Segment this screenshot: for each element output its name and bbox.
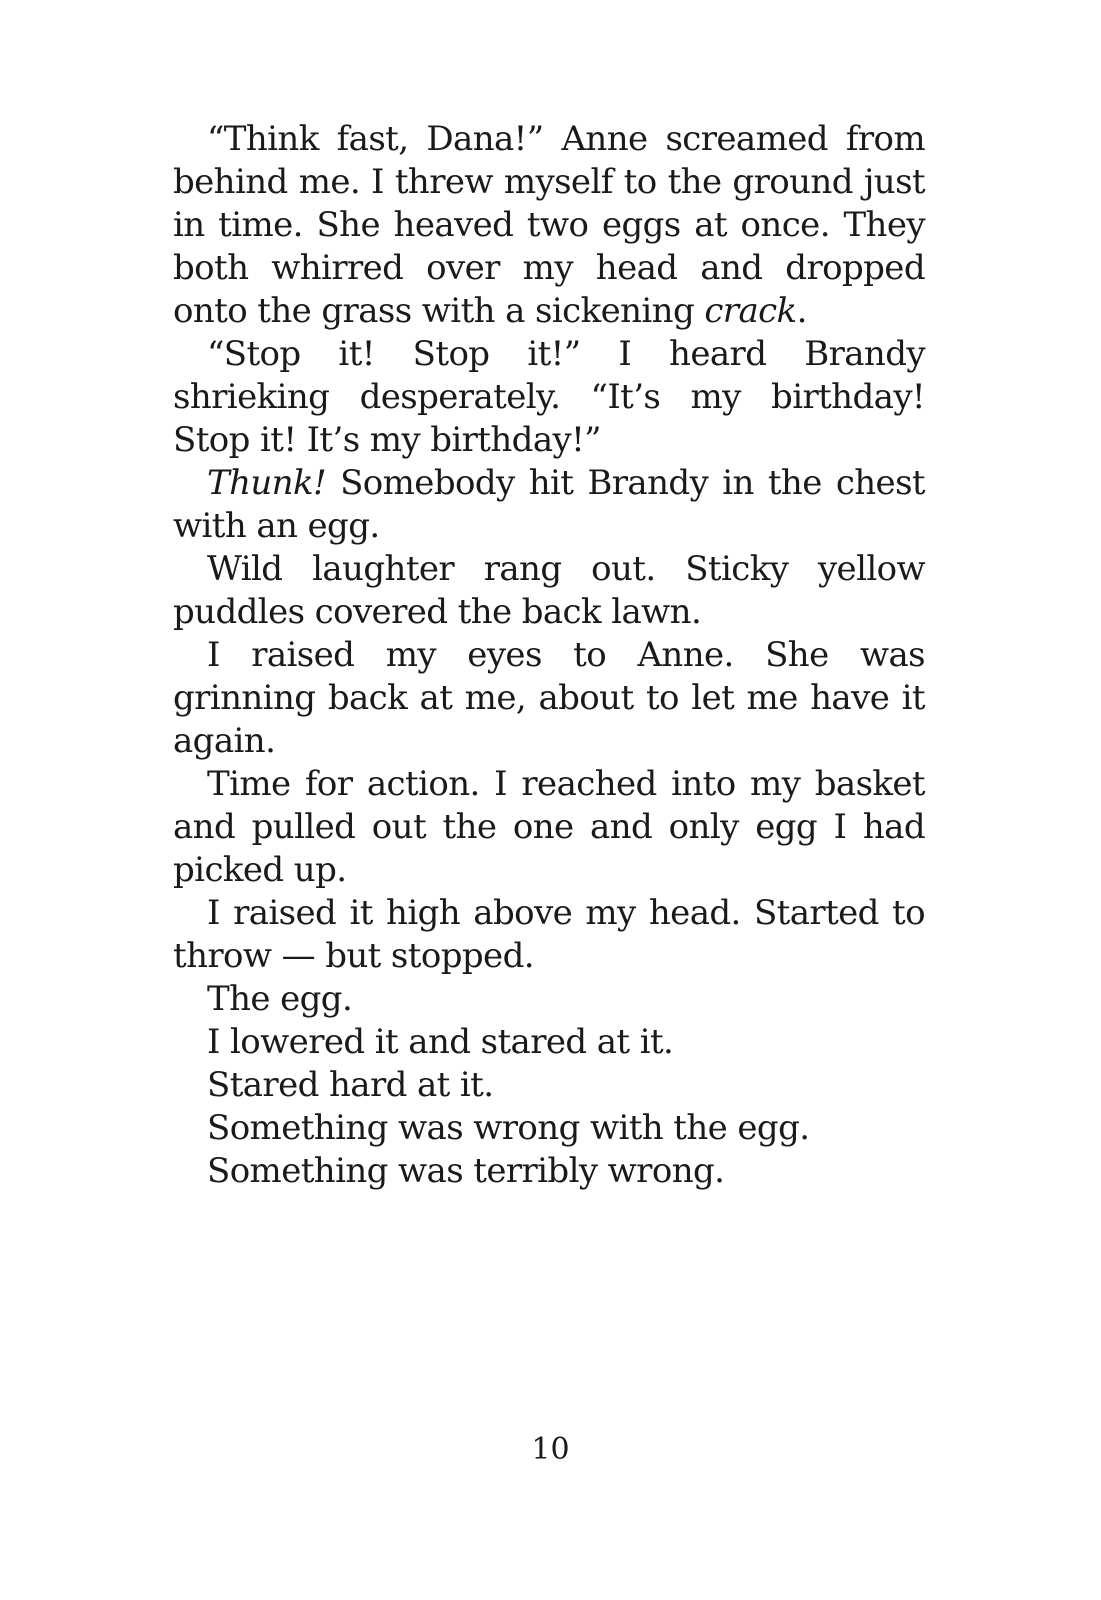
paragraph [173,1021,925,1064]
body-text [173,118,925,1193]
text-run: “Think fast, Dana!” Anne screamed from behind me. I threw myself to the ground just in time. She heaved two eggs at once. They both whirred over my head and dropped onto the grass with a sickening [173,119,925,331]
paragraph [173,634,925,763]
text-run-italic: crack [704,291,797,331]
page-number: 10 [531,1432,570,1467]
paragraph [173,118,925,333]
paragraph [173,1107,925,1150]
text-run-italic: Thunk! [207,463,327,503]
text-run: . [796,291,807,331]
text-run: I raised my eyes to Anne. She was grinning back at me, about to let me have it again. [173,635,925,761]
text-run: Time for action. I reached into my basket and pulled out the one and only egg I had picked up. [173,764,925,890]
paragraph [173,892,925,978]
paragraph [173,1150,925,1193]
text-run: Somebody hit Brandy in the chest with an egg. [173,463,925,546]
text-run: “Stop it! Stop it!” I heard Brandy shrieking desperately. “It’s my birthday! Stop it! It’s my birthday!” [173,334,925,460]
paragraph [173,978,925,1021]
paragraph [173,462,925,548]
text-run: I lowered it and stared at it. [207,1022,674,1062]
paragraph [173,1064,925,1107]
text-run: Something was terribly wrong. [207,1151,725,1191]
text-run: Something was wrong with the egg. [207,1108,810,1148]
paragraph [173,333,925,462]
text-run: Stared hard at it. [207,1065,494,1105]
text-run: I raised it high above my head. Started to throw — but stopped. [173,893,925,976]
paragraph [173,763,925,892]
text-run: Wild laughter rang out. Sticky yellow puddles covered the back lawn. [173,549,925,632]
paragraph [173,548,925,634]
text-run: The egg. [207,979,353,1019]
